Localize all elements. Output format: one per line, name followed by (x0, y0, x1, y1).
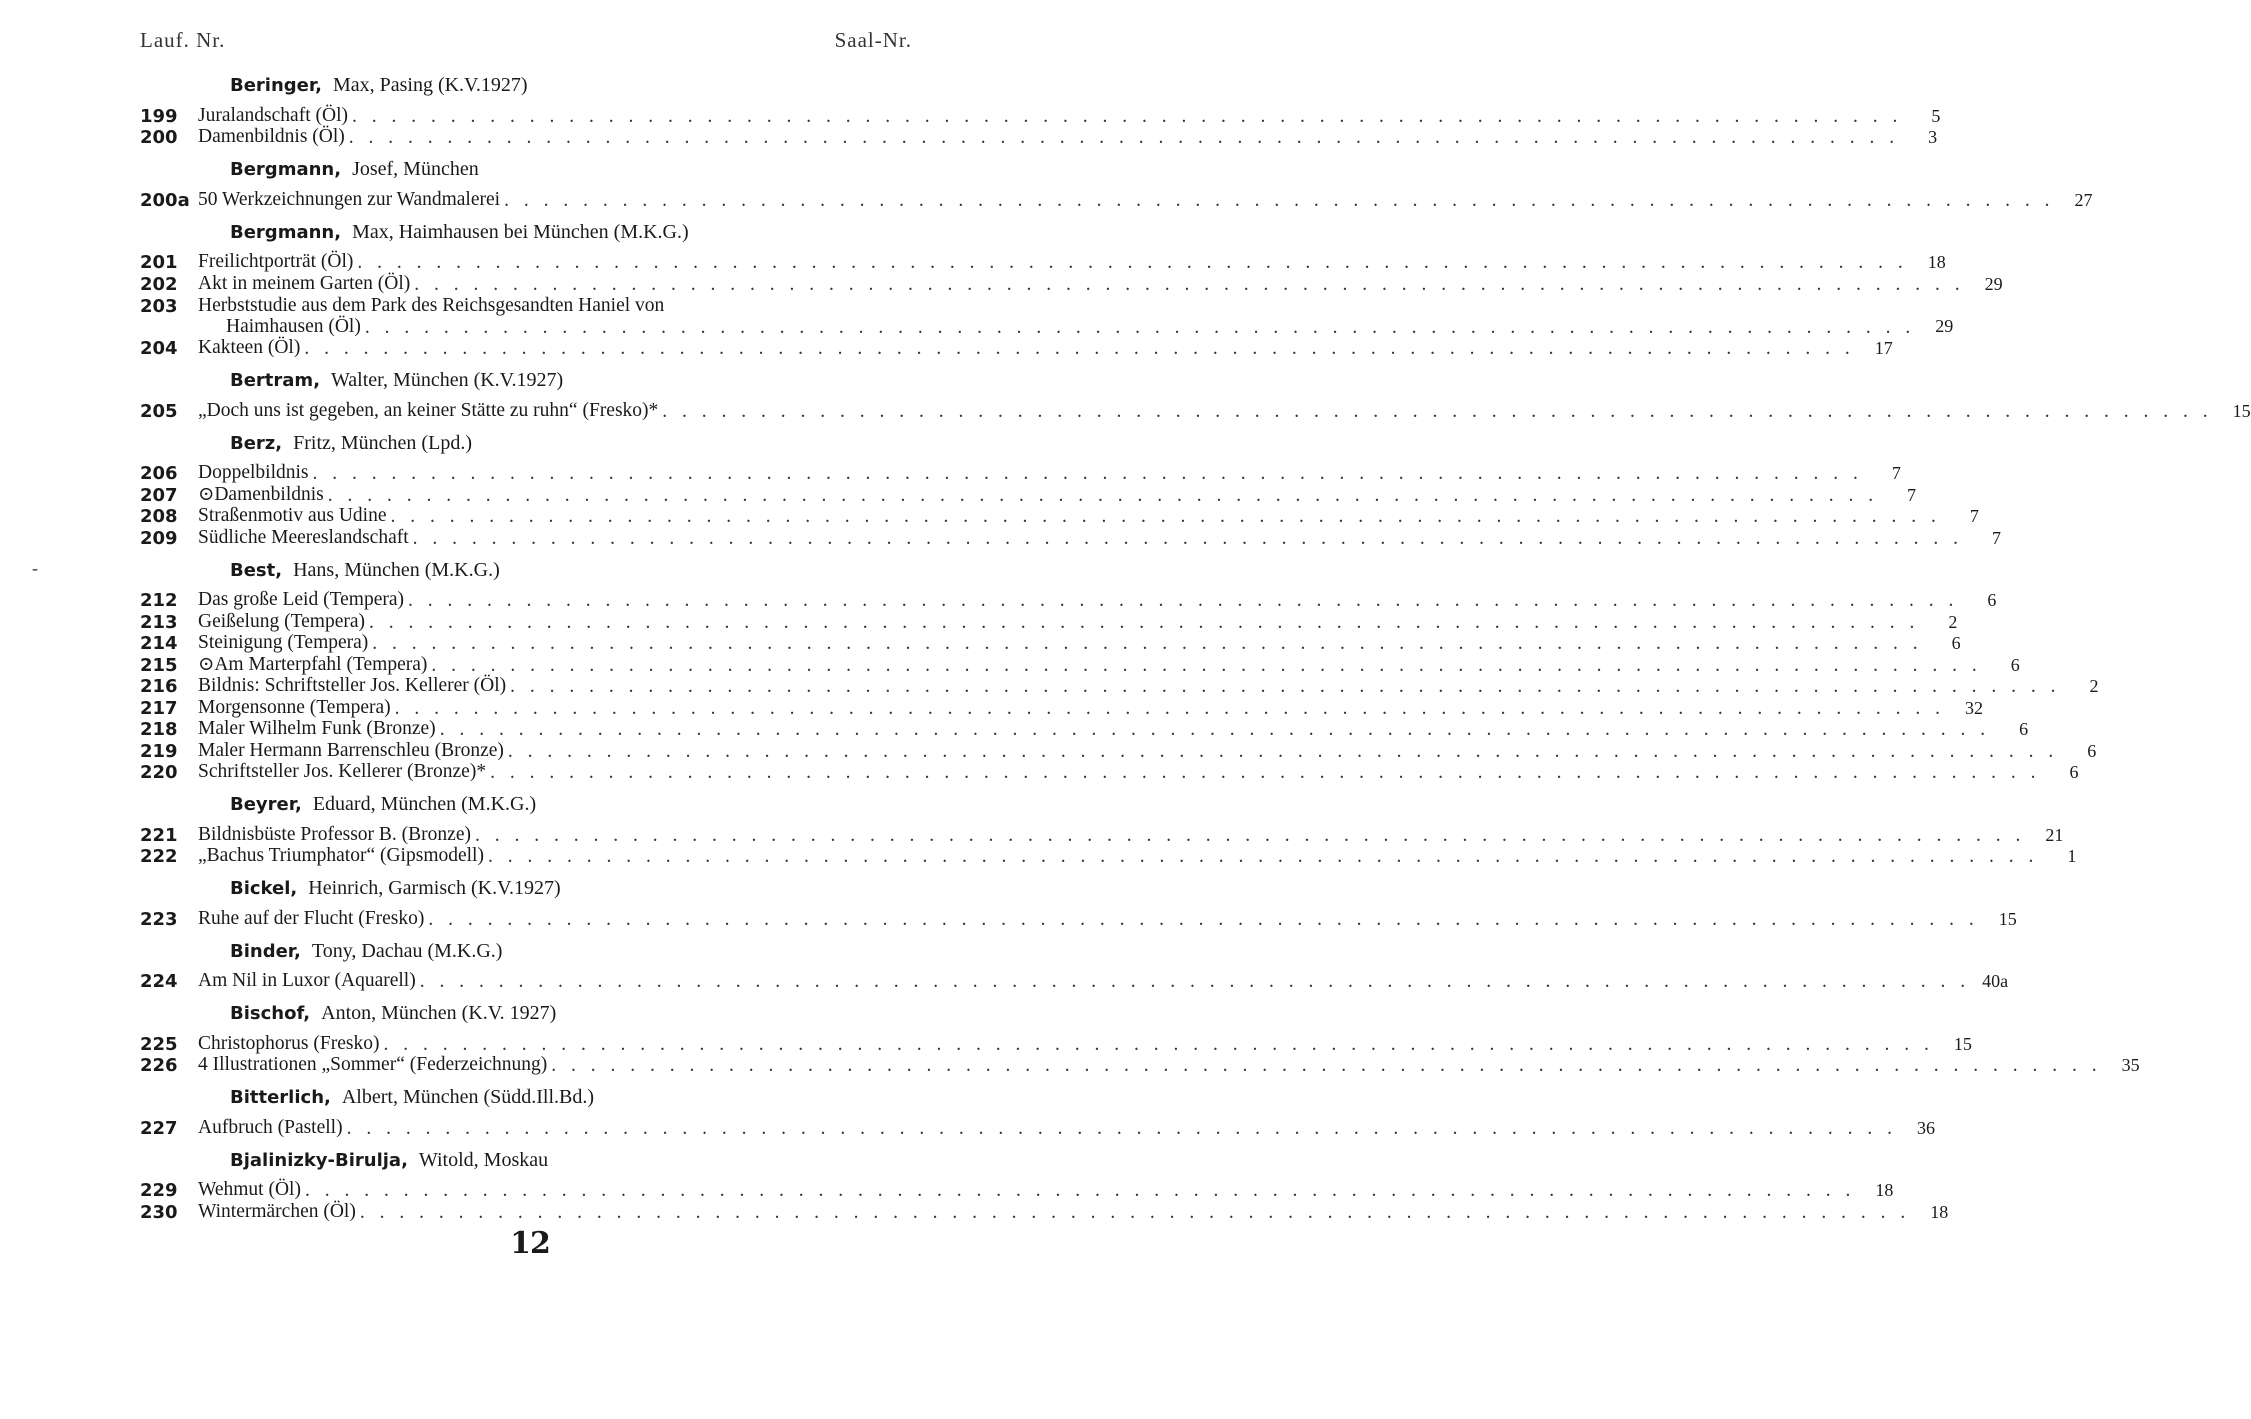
entry-title: „Bachus Triumphator“ (Gipsmodell) (198, 845, 484, 866)
entry-title: Juralandschaft (Öl) (198, 104, 348, 126)
entry-number: 199 (140, 105, 178, 127)
room-number: 6 (2019, 719, 2029, 739)
entry-number: 205 (140, 400, 178, 422)
entry-title: „Doch uns ist gegeben, an keiner Stätte zu ruhn“ (Fresko)* (198, 399, 659, 421)
catalog-entry (140, 251, 1946, 274)
entry-title: Das große Leid (Tempera) (198, 589, 404, 610)
entry-number: 230 (140, 1201, 178, 1223)
entry-title: ⊙Am Marterpfahl (Tempera) (198, 653, 428, 675)
leader-dots (488, 846, 2038, 867)
column-header-running-number: Lauf. Nr. (140, 28, 226, 52)
artist-group (140, 219, 2003, 360)
artist-name: Bickel, (230, 878, 298, 899)
catalog-entry (140, 761, 2079, 784)
leader-dots (390, 506, 1940, 527)
artist-name: Beyrer, (230, 794, 302, 815)
catalog-entry (140, 1032, 1972, 1055)
artist-info: Heinrich, Garmisch (K.V.1927) (308, 877, 561, 899)
leader-dots (305, 1180, 1855, 1201)
catalog-entry (140, 696, 1984, 719)
catalog-entry (140, 188, 2093, 211)
entry-title: Bildnisbüste Professor B. (Bronze) (198, 823, 471, 845)
entry-title: Freilichtporträt (Öl) (198, 251, 354, 272)
room-number: 5 (1931, 105, 1941, 126)
artist-name: Bertram, (230, 370, 321, 391)
leader-dots (408, 590, 1958, 611)
room-number: 18 (1875, 1180, 1894, 1200)
room-number: 40a (1982, 971, 2009, 991)
leader-dots (304, 338, 1854, 359)
entry-title: Damenbildnis (Öl) (198, 126, 345, 147)
entry-number: 215 (140, 654, 178, 676)
entry-number: 202 (140, 273, 178, 295)
artist-info: Albert, München (Südd.Ill.Bd.) (341, 1086, 595, 1108)
catalog-entry (140, 907, 2017, 930)
entry-title: Morgensonne (Tempera) (198, 696, 391, 718)
entry-number: 206 (140, 463, 178, 484)
artist-info: Eduard, München (M.K.G.) (312, 793, 537, 815)
leader-dots (490, 762, 2040, 783)
entry-number: 220 (140, 762, 178, 783)
entry-number: 222 (140, 846, 178, 867)
catalog-entry (140, 126, 1938, 149)
room-number: 15 (1953, 1033, 1972, 1054)
leader-dots (395, 698, 1945, 719)
catalog-entry (140, 739, 2097, 762)
entry-number: 207 (140, 484, 178, 506)
room-number: 36 (1916, 1117, 1935, 1138)
entry-title: Geißelung (Tempera) (198, 610, 366, 632)
artist-name: Bergmann, (230, 221, 342, 243)
entry-number: 214 (140, 633, 178, 654)
leader-dots (428, 909, 1978, 930)
catalog-entry (140, 399, 2251, 422)
room-number: 29 (1935, 316, 1954, 336)
entry-title-continued: Haimhausen (Öl) (226, 316, 361, 337)
entry-title: Akt in meinem Garten (Öl) (198, 272, 411, 294)
entry-title: Aufbruch (Pastell) (198, 1116, 343, 1138)
room-number: 2 (1948, 611, 1958, 632)
leader-dots (440, 719, 1990, 740)
catalog-entry (140, 653, 2020, 676)
artist-name: Bjalinizky-Birulja, (230, 1149, 408, 1171)
room-number: 6 (2010, 654, 2020, 675)
entry-title: Maler Hermann Barrenschleu (Bronze) (198, 739, 504, 761)
artist-group (140, 875, 2017, 930)
entry-title: Straßenmotiv aus Udine (198, 505, 387, 526)
artist-name: Bischof, (230, 1003, 311, 1024)
artist-heading (230, 938, 920, 965)
room-number: 6 (1987, 590, 1997, 610)
entry-title: 50 Werkzeichnungen zur Wandmalerei (198, 188, 501, 210)
entry-number: 219 (140, 740, 178, 762)
entry-number: 229 (140, 1180, 178, 1201)
catalog-entry (140, 505, 1979, 528)
artist-info: Walter, München (K.V.1927) (331, 369, 564, 391)
column-header-room-number: Saal-Nr. (834, 28, 912, 52)
room-number: 18 (1927, 252, 1946, 272)
artist-heading (230, 791, 920, 818)
room-number: 35 (2121, 1055, 2140, 1075)
entry-number: 213 (140, 611, 178, 633)
leader-dots (510, 676, 2060, 697)
artist-heading (230, 557, 920, 584)
entry-title: Schriftsteller Jos. Kellerer (Bronze)* (198, 761, 487, 782)
artist-heading (230, 219, 920, 246)
catalog-list (140, 64, 2251, 1223)
artist-name: Bergmann, (230, 159, 342, 180)
artist-heading (230, 1147, 920, 1174)
catalog-entry (140, 675, 2099, 698)
catalog-entry (140, 104, 1941, 127)
artist-heading (230, 875, 920, 902)
artist-info: Hans, München (M.K.G.) (293, 558, 500, 581)
artist-group (140, 1147, 1949, 1223)
room-number: 1 (2067, 846, 2077, 866)
catalog-entry (140, 589, 1997, 612)
leader-dots (372, 633, 1922, 654)
room-number: 6 (2087, 740, 2097, 761)
entry-title: Wehmut (Öl) (198, 1179, 301, 1200)
entry-number: 201 (140, 252, 178, 273)
catalog-entry (140, 483, 1917, 506)
artist-name: Bitterlich, (230, 1087, 331, 1108)
leader-dots (347, 1118, 1897, 1139)
artist-info: Anton, München (K.V. 1927) (321, 1002, 557, 1024)
room-number: 7 (1891, 463, 1901, 483)
leader-dots (504, 190, 2054, 211)
artist-heading (230, 367, 920, 394)
room-number: 17 (1874, 338, 1893, 358)
leader-dots (360, 1202, 1910, 1223)
catalog-entry (140, 337, 1893, 360)
entry-number: 226 (140, 1055, 178, 1076)
entry-title: Christophorus (Fresko) (198, 1032, 380, 1054)
catalog-entry (140, 845, 2077, 868)
artist-name: Berz, (230, 432, 283, 454)
leader-dots (383, 1034, 1933, 1055)
entry-number: 212 (140, 590, 178, 611)
room-number: 7 (1992, 527, 2002, 548)
entry-title: Herbststudie aus dem Park des Reichsgesandten Haniel von (198, 294, 665, 316)
artist-heading (230, 72, 920, 99)
entry-number: 200a (140, 189, 190, 211)
entry-number: 224 (140, 971, 178, 992)
catalog-entry (140, 823, 2064, 846)
room-number: 6 (1951, 633, 1961, 653)
entry-number: 221 (140, 824, 178, 846)
room-number: 32 (1965, 697, 1984, 718)
room-number: 6 (2069, 762, 2079, 782)
entry-number: 216 (140, 676, 178, 697)
catalog-entry (140, 294, 1954, 338)
entry-number: 227 (140, 1117, 178, 1139)
room-number: 7 (1907, 484, 1917, 505)
artist-heading (230, 156, 920, 183)
artist-heading (230, 1084, 920, 1111)
artist-heading (230, 430, 920, 457)
artist-info: Max, Haimhausen bei München (M.K.G.) (352, 220, 689, 243)
entry-title: Südliche Meereslandschaft (198, 526, 409, 548)
leader-dots (369, 612, 1919, 633)
room-number: 15 (2232, 400, 2251, 421)
artist-info: Fritz, München (Lpd.) (293, 431, 472, 454)
artist-info: Josef, München (352, 158, 479, 180)
entry-number: 217 (140, 697, 178, 719)
entry-number: 218 (140, 719, 178, 740)
artist-group (140, 1084, 1935, 1139)
room-number: 3 (1928, 127, 1938, 147)
leader-dots (365, 317, 1915, 338)
entry-title: Steinigung (Tempera) (198, 632, 369, 653)
entry-title: Doppelbildnis (198, 462, 309, 483)
leader-dots (551, 1055, 2101, 1076)
artist-group (140, 557, 2099, 784)
leader-dots (413, 528, 1963, 549)
stray-print-mark: - (32, 558, 38, 578)
entry-number: 223 (140, 908, 178, 930)
artist-group (140, 430, 2002, 549)
leader-dots (662, 401, 2212, 422)
catalog-entry (140, 718, 2029, 741)
artist-info: Witold, Moskau (418, 1148, 549, 1171)
leader-dots (313, 463, 1863, 484)
entry-number: 204 (140, 338, 178, 359)
entry-title: Maler Wilhelm Funk (Bronze) (198, 718, 436, 739)
artist-name: Binder, (230, 940, 301, 962)
entry-number: 208 (140, 506, 178, 527)
room-number: 7 (1969, 506, 1979, 526)
catalog-entry (140, 1179, 1894, 1202)
page-number: 12 (510, 1226, 550, 1261)
catalog-entry (140, 272, 2003, 295)
catalog-entry (140, 1200, 1949, 1223)
artist-group (140, 367, 2251, 422)
artist-name: Best, (230, 559, 283, 581)
leader-dots (357, 252, 1907, 273)
entry-number: 209 (140, 527, 178, 549)
catalog-entry (140, 610, 1958, 633)
artist-group (140, 1000, 2140, 1076)
entry-number: 225 (140, 1033, 178, 1055)
room-number: 15 (1998, 908, 2017, 929)
artist-group (140, 156, 2093, 211)
entry-title: Am Nil in Luxor (Aquarell) (198, 970, 416, 991)
leader-dots (475, 825, 2025, 846)
room-number: 29 (1984, 273, 2003, 294)
entry-number: 203 (140, 295, 178, 317)
entry-number: 200 (140, 127, 178, 148)
artist-group (140, 938, 2009, 993)
entry-title: Wintermärchen (Öl) (198, 1200, 356, 1222)
artist-info: Max, Pasing (K.V.1927) (332, 74, 528, 96)
catalog-entry (140, 1116, 1935, 1139)
room-number: 21 (2045, 824, 2064, 845)
catalog-entry (140, 526, 2002, 549)
entry-title: Kakteen (Öl) (198, 337, 301, 358)
leader-dots (328, 485, 1878, 506)
catalog-entry (140, 970, 2009, 993)
entry-title: ⊙Damenbildnis (198, 483, 324, 505)
artist-group (140, 72, 1941, 148)
entry-title: Ruhe auf der Flucht (Fresko) (198, 907, 425, 929)
entry-title: Bildnis: Schriftsteller Jos. Kellerer (Öl) (198, 675, 507, 696)
room-number: 2 (2089, 676, 2099, 696)
artist-group (140, 791, 2077, 867)
leader-dots (508, 741, 2058, 762)
artist-name: Beringer, (230, 75, 322, 96)
leader-dots (420, 971, 1970, 992)
catalog-entry (140, 1054, 2140, 1077)
room-number: 18 (1930, 1201, 1949, 1222)
artist-info: Tony, Dachau (M.K.G.) (311, 939, 503, 962)
artist-heading (230, 1000, 920, 1027)
leader-dots (431, 655, 1981, 676)
leader-dots (414, 274, 1964, 295)
leader-dots (349, 127, 1899, 148)
entry-title: 4 Illustrationen „Sommer“ (Federzeichnung) (198, 1054, 548, 1075)
room-number: 27 (2074, 189, 2093, 210)
leader-dots (352, 106, 1902, 127)
